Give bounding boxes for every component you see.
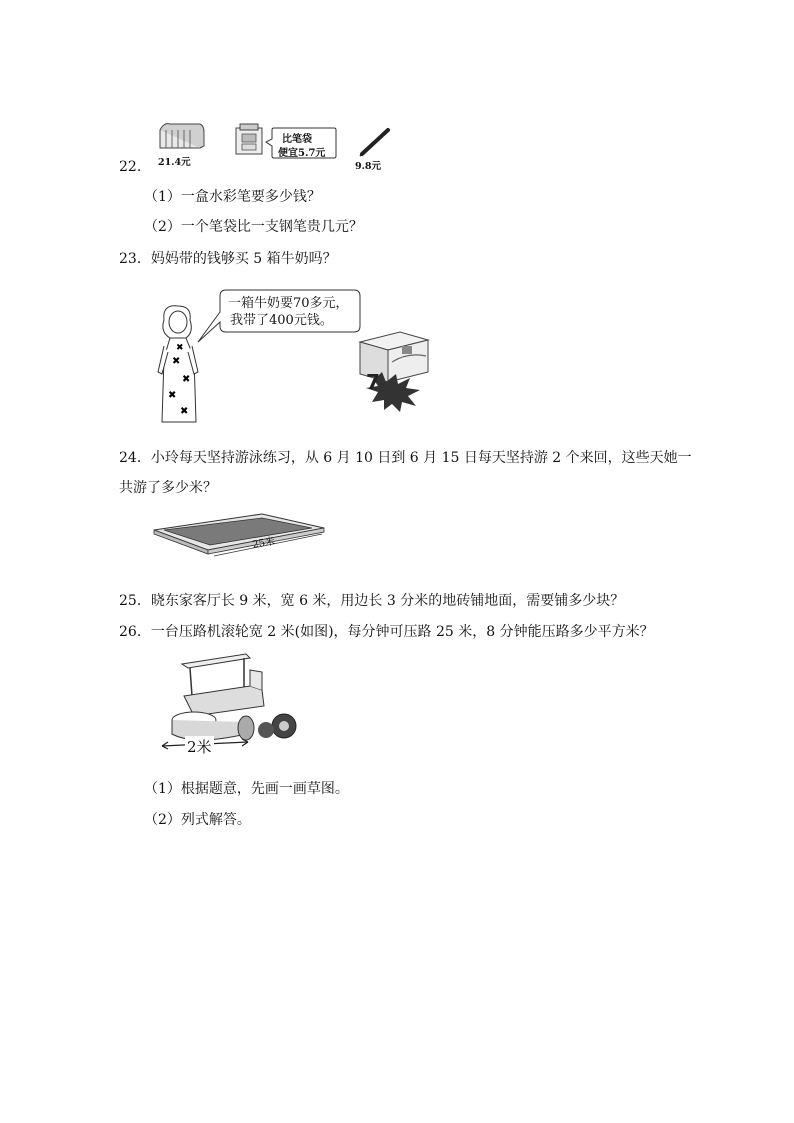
swimming-pool-icon <box>152 512 328 560</box>
question-22-sub1: （1）一盒水彩笔要多少钱？ <box>144 189 321 205</box>
svg-text:✖: ✖ <box>176 343 184 353</box>
question-22-number: 22. <box>119 159 142 175</box>
road-roller-icon <box>154 650 302 754</box>
pool-length-label: 25米 <box>251 536 276 551</box>
question-24-line1: 24．小玲每天坚持游泳练习，从 6 月 10 日到 6 月 15 日每天坚持游 2 个来回，这些天她一 <box>119 450 692 466</box>
bag-note-line1: 比笔袋 <box>282 134 312 145</box>
svg-text:✖: ✖ <box>180 406 189 417</box>
question-25-text: 25．晓东家客厅长 9 米，宽 6 米，用边长 3 分米的地砖铺地面，需要铺多少块？ <box>119 593 625 609</box>
roller-width-label: 2米 <box>187 738 212 756</box>
question-26-text: 26．一台压路机滚轮宽 2 米(如图)，每分钟可压路 25 米，8 分钟能压路多少平方米？ <box>119 624 654 640</box>
speech-line1: 一箱牛奶要70多元， <box>228 296 349 311</box>
starburst-digit: 7 <box>366 370 380 394</box>
question-26-sub2: （2）列式解答。 <box>144 812 251 828</box>
question-23-text: 23．妈妈带的钱够买 5 箱牛奶吗？ <box>119 251 337 267</box>
svg-text:✖: ✖ <box>168 390 177 401</box>
svg-text:✖: ✖ <box>172 356 181 367</box>
question-22-sub2: （2）一个笔袋比一支钢笔贵几元？ <box>144 219 363 235</box>
svg-text:✖: ✖ <box>182 374 191 385</box>
question-24-line2: 共游了多少米？ <box>119 480 217 496</box>
box-price-label: 21.4元 <box>158 157 191 168</box>
bag-note-line2: 便宜5.7元 <box>278 148 326 159</box>
fountain-pen-icon <box>358 126 392 156</box>
speech-line2: 我带了400元钱。 <box>230 313 333 328</box>
watercolor-box-icon <box>158 120 206 152</box>
pencil-bag-icon <box>234 122 266 156</box>
pen-price-label: 9.8元 <box>355 161 382 172</box>
question-26-sub1: （1）根据题意，先画一画草图。 <box>144 781 349 797</box>
